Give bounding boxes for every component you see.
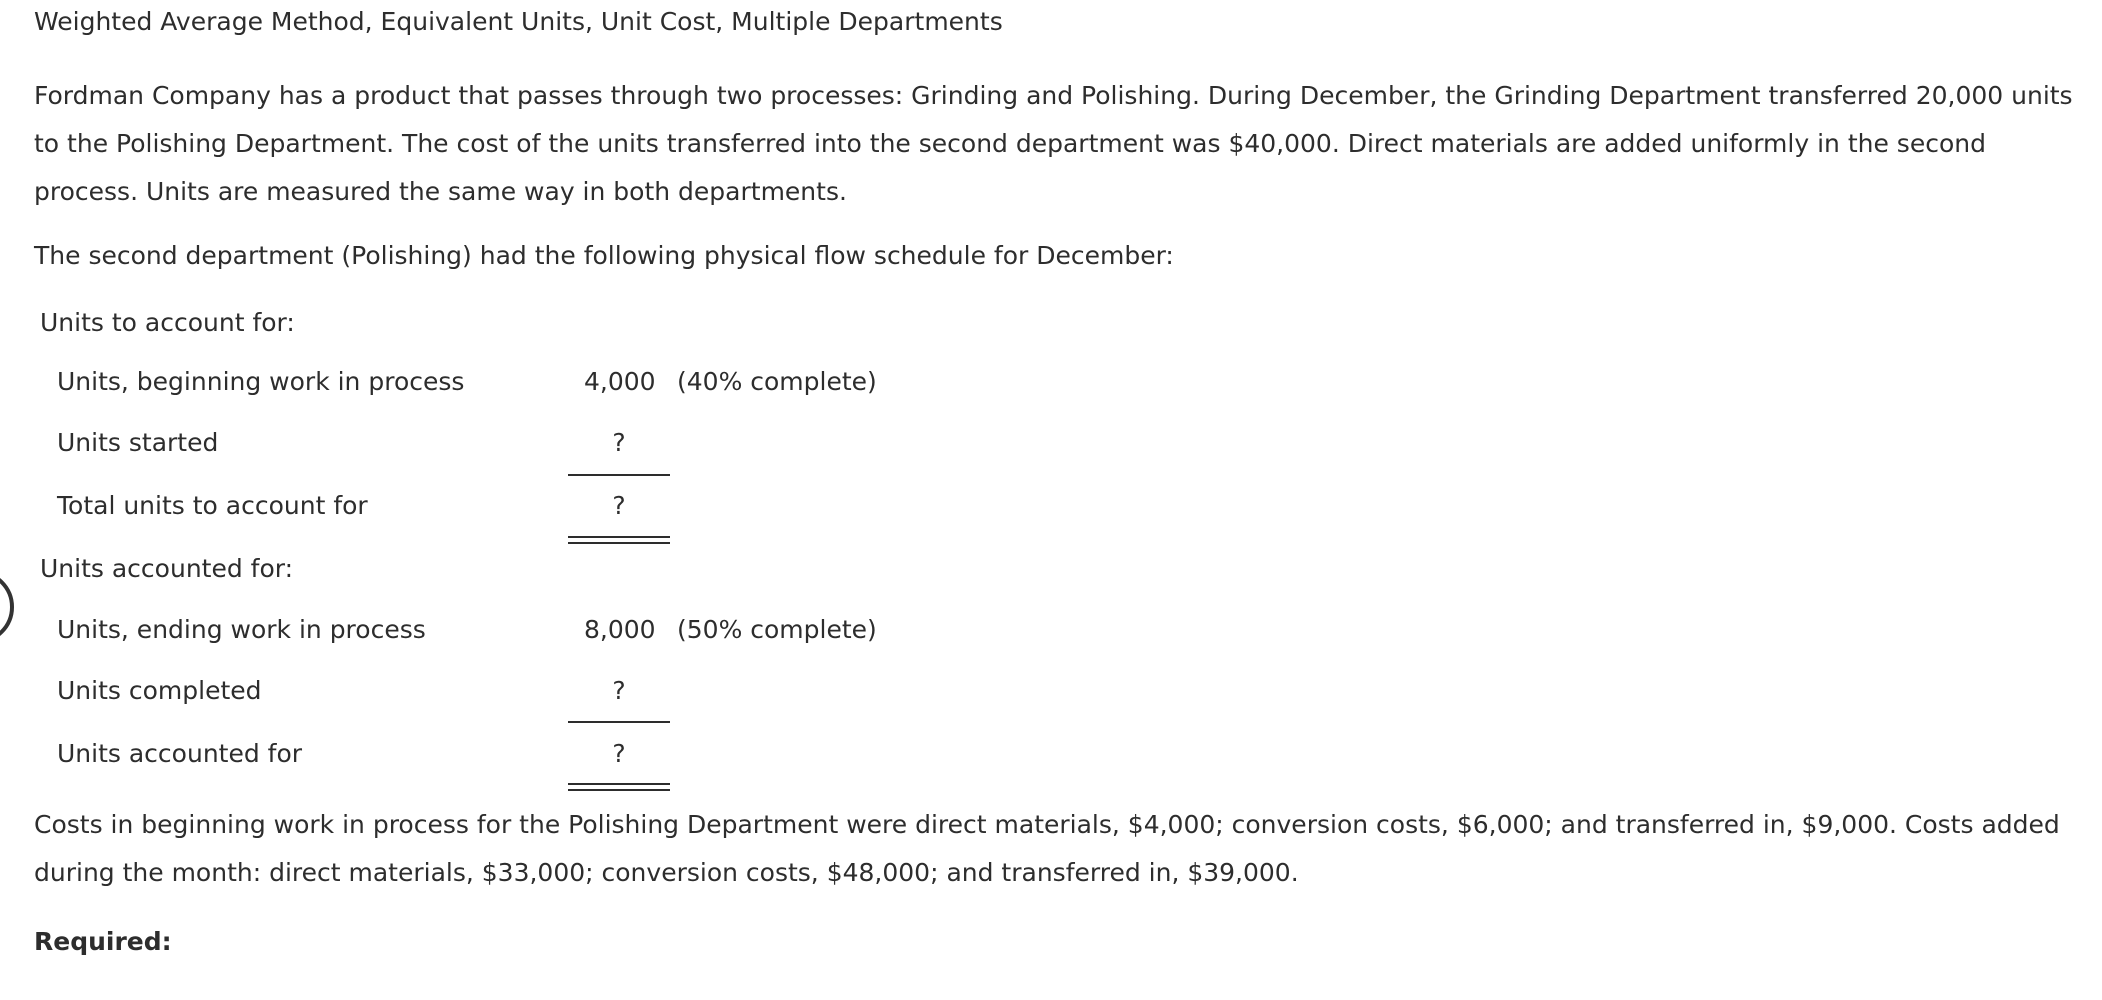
total-to-account-label: Total units to account for bbox=[57, 491, 368, 520]
subtotal-rule bbox=[568, 721, 670, 723]
total-to-account-value: ? bbox=[612, 491, 626, 520]
required-heading: Required: bbox=[34, 927, 172, 956]
page-title: Weighted Average Method, Equivalent Units, Unit Cost, Multiple Departments bbox=[34, 7, 1003, 36]
beginning-wip-value: 4,000 bbox=[584, 367, 656, 396]
units-completed-label: Units completed bbox=[57, 676, 262, 705]
circle-icon bbox=[0, 570, 14, 644]
units-accounted-value: ? bbox=[612, 739, 626, 768]
intro-paragraph bbox=[34, 72, 2094, 216]
intro-text: Fordman Company has a product that passes through two processes: Grinding and Polishing. During December, the Grinding Department transferred 20,000 units to the Polishing Department. The cost of the units transferred into the second department was $40,000. Direct materials are added uniformly in the second process. Units are measured the same way in both departments. bbox=[34, 81, 2073, 206]
units-accounted-label: Units accounted for bbox=[57, 739, 303, 768]
total-double-rule bbox=[568, 783, 670, 791]
total-double-rule bbox=[568, 536, 670, 544]
costs-text: Costs in beginning work in process for the Polishing Department were direct materials, $4,000; conversion costs, $6,000; and transferred in, $9,000. Costs added during the month: direct materials, $33,000; conversion costs, $48,000; and transferred in, $39,000. bbox=[34, 810, 2060, 887]
beginning-wip-note: (40% complete) bbox=[677, 367, 877, 396]
flow-schedule-intro: The second department (Polishing) had the following physical flow schedule for December: bbox=[34, 241, 1174, 270]
ending-wip-note: (50% complete) bbox=[677, 615, 877, 644]
units-to-account-header: Units to account for: bbox=[40, 308, 295, 337]
units-started-label: Units started bbox=[57, 428, 219, 457]
costs-paragraph bbox=[34, 801, 2100, 897]
ending-wip-value: 8,000 bbox=[584, 615, 656, 644]
ending-wip-label: Units, ending work in process bbox=[57, 615, 426, 644]
units-started-value: ? bbox=[612, 428, 626, 457]
units-completed-value: ? bbox=[612, 676, 626, 705]
subtotal-rule bbox=[568, 474, 670, 476]
units-accounted-header: Units accounted for: bbox=[40, 554, 294, 583]
beginning-wip-label: Units, beginning work in process bbox=[57, 367, 465, 396]
